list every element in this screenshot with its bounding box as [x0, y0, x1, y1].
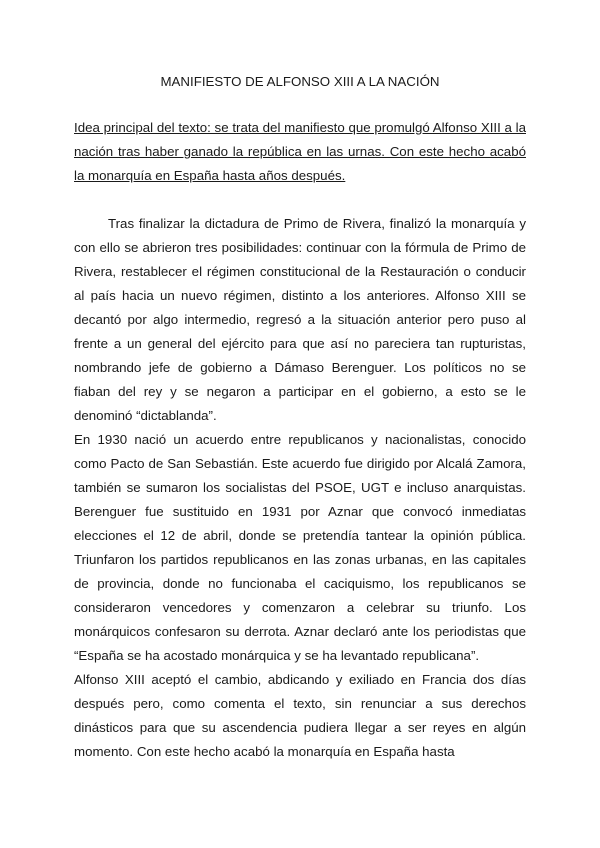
body-paragraph-1: Tras finalizar la dictadura de Primo de Rivera, finalizó la monarquía y con ello se abrieron tres posibilidades: continuar con la fórmula de Primo de Rivera, restablecer el régimen constitucional de la Restauración o conducir al país hacia un nuevo régimen, distinto a los anteriores. Alfonso XIII se decantó por algo intermedio, regresó a la situación anterior pero puso al frente a un general del ejército para que así no pareciera tan rupturistas, nombrando jefe de gobierno a Dámaso Berenguer. Los políticos no se fiaban del rey y se negaron a participar en el gobierno, a esto se le denominó “dictablanda”. [74, 216, 526, 423]
body-paragraph-2: En 1930 nació un acuerdo entre republicanos y nacionalistas, conocido como Pacto de San Sebastián. Este acuerdo fue dirigido por Alcalá Zamora, también se sumaron los socialistas del PSOE, UGT e incluso anarquistas. Berenguer fue sustituido en 1931 por Aznar que convocó inmediatas elecciones el 12 de abril, donde se pretendía tantear la opinión pública. Triunfaron los partidos republicanos en las zonas urbanas, en las capitales de provincia, donde no funcionaba el caciquismo, los republicanos se consideraron vencedores y comenzaron a celebrar su triunfo. Los monárquicos confesaron su derrota. Aznar declaró ante los periodistas que “España se ha acostado monárquica y se ha levantado republicana”. [74, 432, 526, 663]
document-title: MANIFIESTO DE ALFONSO XIII A LA NACIÓN [160, 74, 440, 89]
body-paragraph-3: Alfonso XIII aceptó el cambio, abdicando y exiliado en Francia dos días después pero, como comenta el texto, sin renunciar a sus derechos dinásticos para que su ascendencia pudiera llegar a ser reyes en algún momento. Con este hecho acabó la monarquía en España hasta [74, 672, 526, 759]
document-page [74, 70, 526, 764]
main-idea-paragraph: Idea principal del texto: se trata del manifiesto que promulgó Alfonso XIII a la nación tras haber ganado la república en las urnas. Con este hecho acabó la monarquía en España hasta años después. [74, 120, 526, 183]
